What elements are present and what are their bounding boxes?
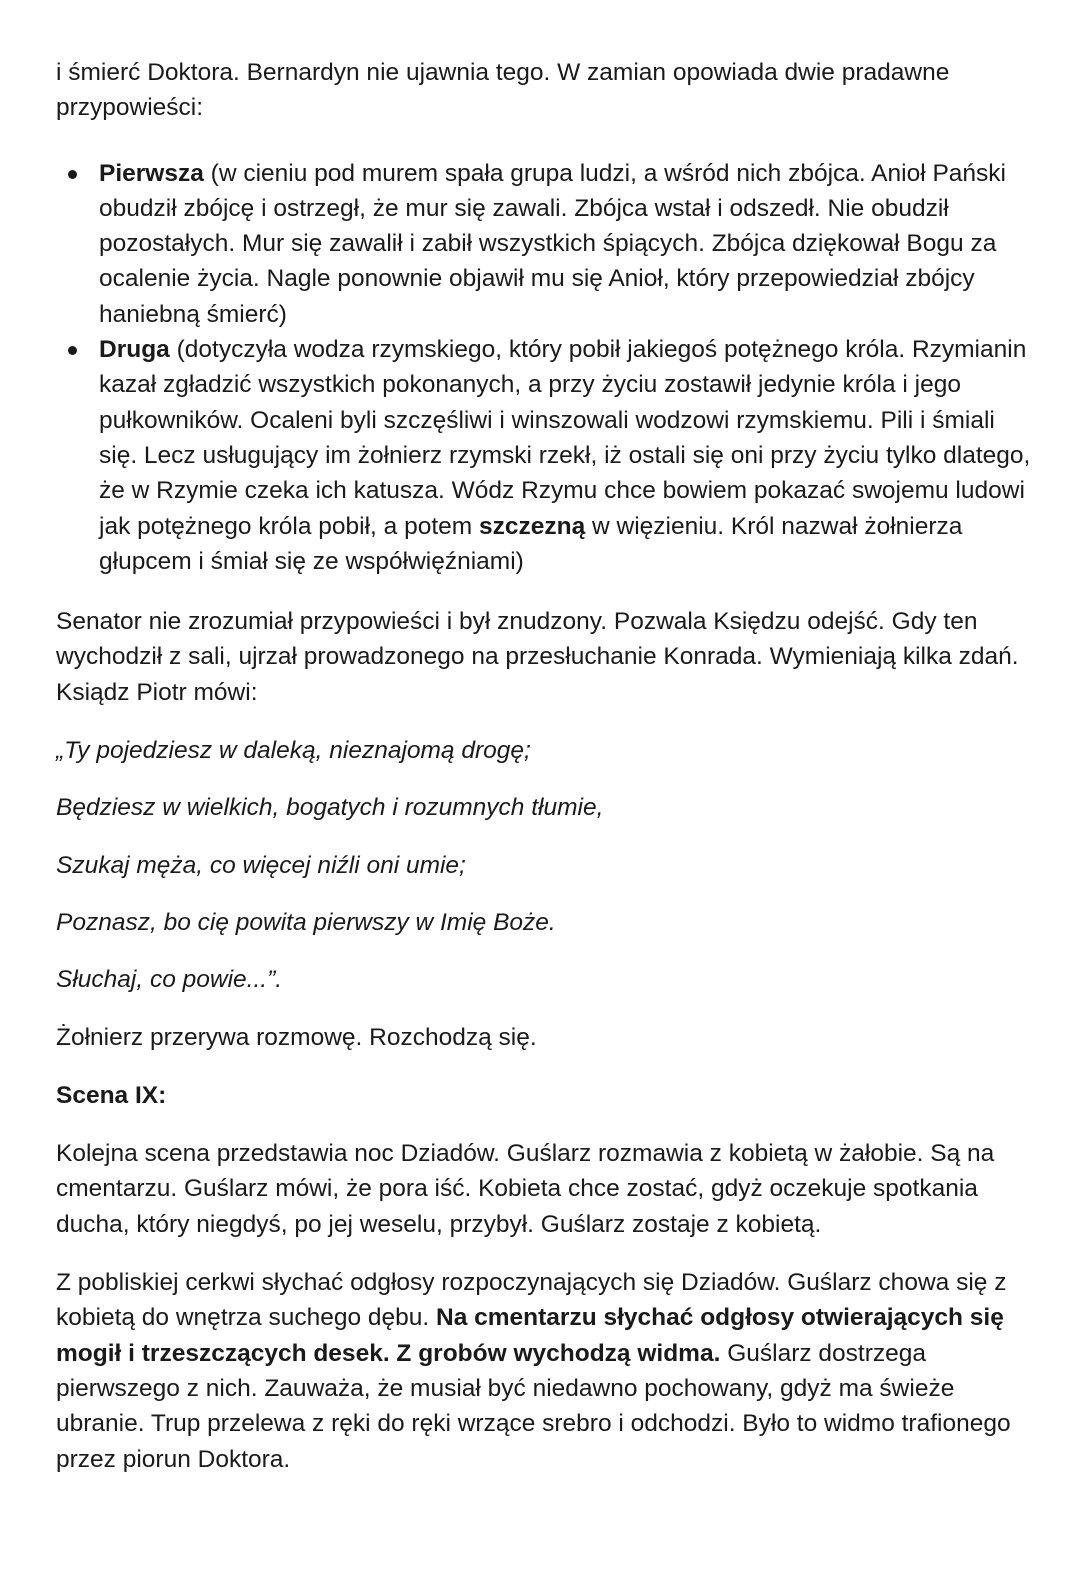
list-item-first-parable [99, 156, 1036, 332]
verse-line: Będziesz w wielkich, bogatych i rozumnych tłumie, [56, 794, 604, 822]
senator-paragraph: Senator nie zrozumiał przypowieści i był znudzony. Pozwala Księdzu odejść. Gdy ten wychodził z sali, ujrzał prowadzonego na przesłuchanie Konrada. Wymieniają kilka zdań. Ksiądz Piotr mówi: [56, 608, 1019, 706]
parables-list [56, 156, 1036, 580]
scene-heading: Scena IX: [56, 1081, 167, 1109]
verse-line: Poznasz, bo cię powita pierwszy w Imię Boże. [56, 908, 556, 936]
parable-lead: Druga [99, 336, 170, 364]
list-item-second-parable [99, 332, 1036, 579]
scene-paragraph-2-start: Z pobliskiej cerkwi słychać odgłosy rozpoczynających się Dziadów. Guślarz chowa się z kobietą do wnętrza suchego dębu. [56, 1269, 1007, 1332]
scene-paragraph-1: Kolejna scena przedstawia noc Dziadów. Guślarz rozmawia z kobietą w żałobie. Są na cmentarzu. Guślarz mówi, że pora iść. Kobieta chce zostać, gdyż oczekuje spotkania ducha, który niegdyś, po jej weselu, przybył. Guślarz zostaje z kobietą. [56, 1140, 995, 1238]
scene-paragraph-2-end: Guślarz dostrzega pierwszego z nich. Zauważa, że musiał być niedawno pochowany, gdyż ma świeże ubranie. Trup przelewa z ręki do ręki wrzące srebro i odchodzi. Było to widmo trafionego przez piorun Doktora. [56, 1339, 1011, 1473]
parable-text: (dotyczyła wodza rzymskiego, który pobił jakiegoś potężnego króla. Rzymianin kazał zgładzić wszystkich pokonanych, a przy życiu zostawił jedynie króla i jego pułkowników. Ocaleni byli szczęśliwi i winszowali wodzowi rzymskiemu. Pili i śmiali się. Lecz usługujący im żołnierz rzymski rzekł, iż ostali się oni przy życiu tylko dlatego, że w Rzymie czeka ich katusza. Wódz Rzymu chce bowiem pokazać swojemu ludowi jak potężnego króla pobił, a potem [99, 336, 1031, 540]
parable-emphasis: szczezną [479, 512, 586, 540]
bullet-icon [68, 170, 77, 179]
parable-text: (w cieniu pod murem spała grupa ludzi, a wśród nich zbójca. Anioł Pański obudził zbójcę i ostrzegł, że mur się zawali. Zbójca wstał i odszedł. Nie obudził pozostałych. Mur się zawalił i zabił wszystkich śpiących. Zbójca dziękował Bogu za ocalenie życia. Nagle ponownie objawił mu się Anioł, który przepowiedział zbójcy haniebną śmierć) [99, 159, 1006, 328]
bullet-icon [68, 346, 77, 355]
verse-line: „Ty pojedziesz w daleką, nieznajomą drogę; [56, 737, 531, 765]
soldier-paragraph: Żołnierz przerywa rozmowę. Rozchodzą się. [56, 1023, 537, 1051]
scene-paragraph-2 [56, 1265, 1036, 1477]
parable-text-end: w więzieniu. Król nazwał żołnierza głupcem i śmiał się ze współwięźniami) [99, 512, 963, 575]
verse-line: Szukaj męża, co więcej niźli oni umie; [56, 851, 466, 879]
intro-paragraph: i śmierć Doktora. Bernardyn nie ujawnia tego. W zamian opowiada dwie pradawne przypowieści: [56, 59, 950, 122]
verse-line: Słuchaj, co powie...”. [56, 966, 283, 994]
scene-paragraph-2-bold: Na cmentarzu słychać odgłosy otwierających się mogił i trzeszczących desek. Z grobów wychodzą widma. [56, 1304, 1004, 1367]
parable-lead: Pierwsza [99, 159, 204, 187]
